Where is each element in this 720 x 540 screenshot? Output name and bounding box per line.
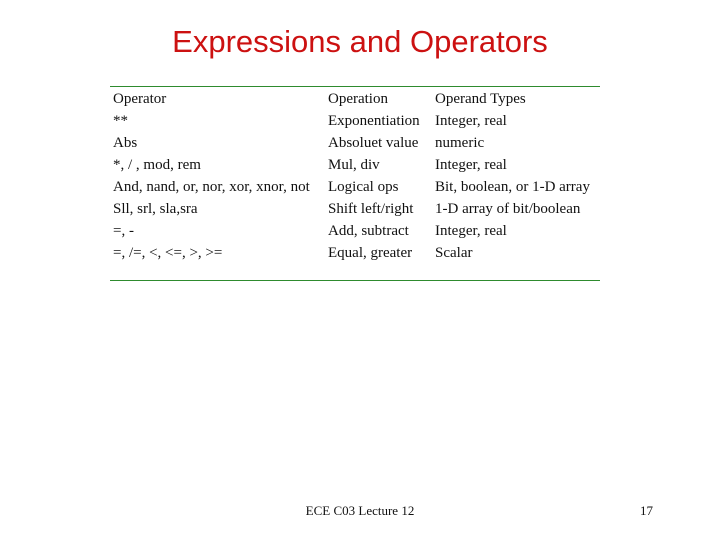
table-row (110, 110, 600, 132)
header-operation: Operation (328, 90, 388, 107)
table-row (110, 132, 600, 154)
cell-operand-types: Scalar (435, 244, 473, 261)
table-row (110, 176, 600, 198)
cell-operator: =, - (113, 222, 134, 239)
cell-operation: Absoluet value (328, 134, 419, 151)
slide-footer: ECE C03 Lecture 12 (305, 503, 415, 518)
cell-operation: Equal, greater (328, 244, 413, 261)
cell-operator: *, / , mod, rem (113, 156, 201, 173)
table-row (110, 198, 600, 220)
page-number: 17 (640, 503, 653, 518)
cell-operator: ** (113, 112, 128, 129)
cell-operation: Logical ops (328, 178, 399, 195)
cell-operand-types: Integer, real (435, 222, 507, 239)
cell-operation: Shift left/right (328, 200, 414, 217)
cell-operand-types: 1-D array of bit/boolean (435, 200, 581, 217)
cell-operand-types: Integer, real (435, 112, 507, 129)
cell-operator: Abs (113, 134, 138, 151)
table-header-row (110, 88, 600, 110)
table-row (110, 220, 600, 242)
cell-operation: Exponentiation (328, 112, 420, 129)
table-bottom-rule (110, 280, 600, 281)
table-row (110, 154, 600, 176)
header-operand-types: Operand Types (435, 90, 526, 107)
operators-table (110, 88, 600, 264)
slide-title: Expressions and Operators (172, 24, 548, 59)
cell-operator: =, /=, <, <=, >, >= (113, 244, 223, 261)
table-row (110, 242, 600, 264)
cell-operand-types: Bit, boolean, or 1-D array (435, 178, 590, 195)
cell-operator: And, nand, or, nor, xor, xnor, not (113, 178, 310, 195)
header-operator: Operator (113, 90, 167, 107)
cell-operand-types: Integer, real (435, 156, 507, 173)
cell-operation: Add, subtract (328, 222, 409, 239)
cell-operand-types: numeric (435, 134, 485, 151)
cell-operator: Sll, srl, sla,sra (113, 200, 198, 217)
table-top-rule (110, 86, 600, 87)
cell-operation: Mul, div (328, 156, 380, 173)
